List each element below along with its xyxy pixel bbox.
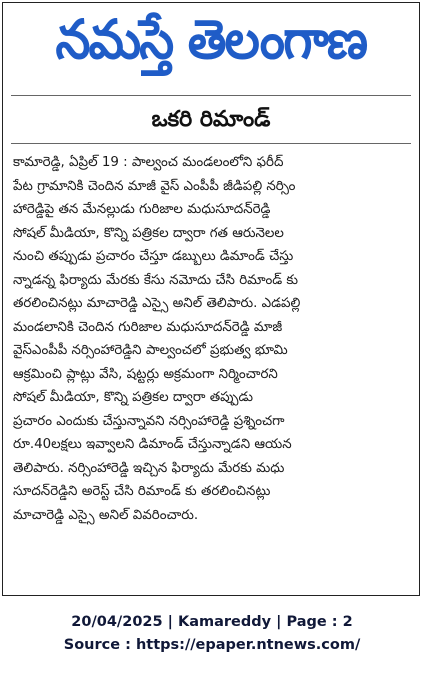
article-line: సూదన్‌రెడ్డిని అరెస్ట్ చేసి రిమాండ్ కు తరలించినట్లు [13, 484, 271, 499]
footer-date-line: 20/04/2025 | Kamareddy | Page : 2 [71, 614, 353, 630]
article-line: కామారెడ్డి, ఏప్రిల్ 19 : పాల్వంచ మండలంలోని ఫరీద్ [13, 155, 284, 170]
article-line: సోషల్ మీడియా, కొన్ని పత్రికల ద్వారా గత ఆరునెలల [13, 225, 284, 241]
article-line: ఆక్రమించి ప్లాట్లు వేసి, షట్టర్లు అక్రమంగా నిర్మించారని [13, 366, 278, 382]
article-line: హారెడ్డిపై తన మేనల్లుడు గురిజాల మధుసూదన్‌రెడ్డి [13, 202, 271, 217]
headline-top-divider [11, 95, 411, 96]
article-line: తెలిపారు. నర్సింహారెడ్డి ఇచ్చిన ఫిర్యాదు మేరకు మధు [13, 460, 285, 476]
article-headline: ఒకరి రిమాండ్ [151, 107, 271, 132]
newspaper-masthead [3, 3, 419, 89]
article-line: న్నాడన్న ఫిర్యాదు మేరకు కేసు నమోదు చేసి రిమాండ్ కు [13, 272, 299, 288]
article-line: రూ.40లక్షలు ఇవ్వాలని డిమాండ్ చేస్తున్నాడని ఆయన [13, 437, 292, 452]
footer-source-line: Source : https://epaper.ntnews.com/ [63, 637, 361, 653]
article-line: మాచారెడ్డి ఎస్సై అనిల్ వివరించారు. [13, 507, 199, 523]
masthead-title: నమస్తే తెలంగాణ [55, 7, 367, 71]
article-line: తరలించినట్లు మాచారెడ్డి ఎస్సై అనిల్ తెలిపారు. ఎడపల్లి [13, 296, 301, 311]
article-line: పేట గ్రామానికి చెందిన మాజీ వైస్ ఎంపీపీ జీడిపల్లి నర్సిం [13, 178, 296, 194]
article-line: ప్రచారం ఎందుకు చేస్తున్నావని నర్సింహారెడ్డి ప్రశ్నించగా [13, 413, 285, 429]
article-line: సోషల్ మీడియా, కొన్ని పత్రికల ద్వారా తప్పుడు [13, 390, 254, 405]
headline-bottom-divider [11, 143, 411, 144]
article-line: నుంచి తప్పుడు ప్రచారం చేస్తూ డబ్బులు డిమాండ్ చేస్తు [13, 249, 294, 264]
article-line: మండలానికి చెందిన గురిజాల మధుసూదన్‌రెడ్డి మాజీ [13, 319, 283, 335]
article-line: వైస్‌ఎంపీపీ నర్సింహారెడ్డిని పాల్వంచలో ప్రభుత్వ భూమి [13, 343, 288, 358]
article-body [13, 151, 409, 527]
clipping-frame [2, 2, 420, 596]
